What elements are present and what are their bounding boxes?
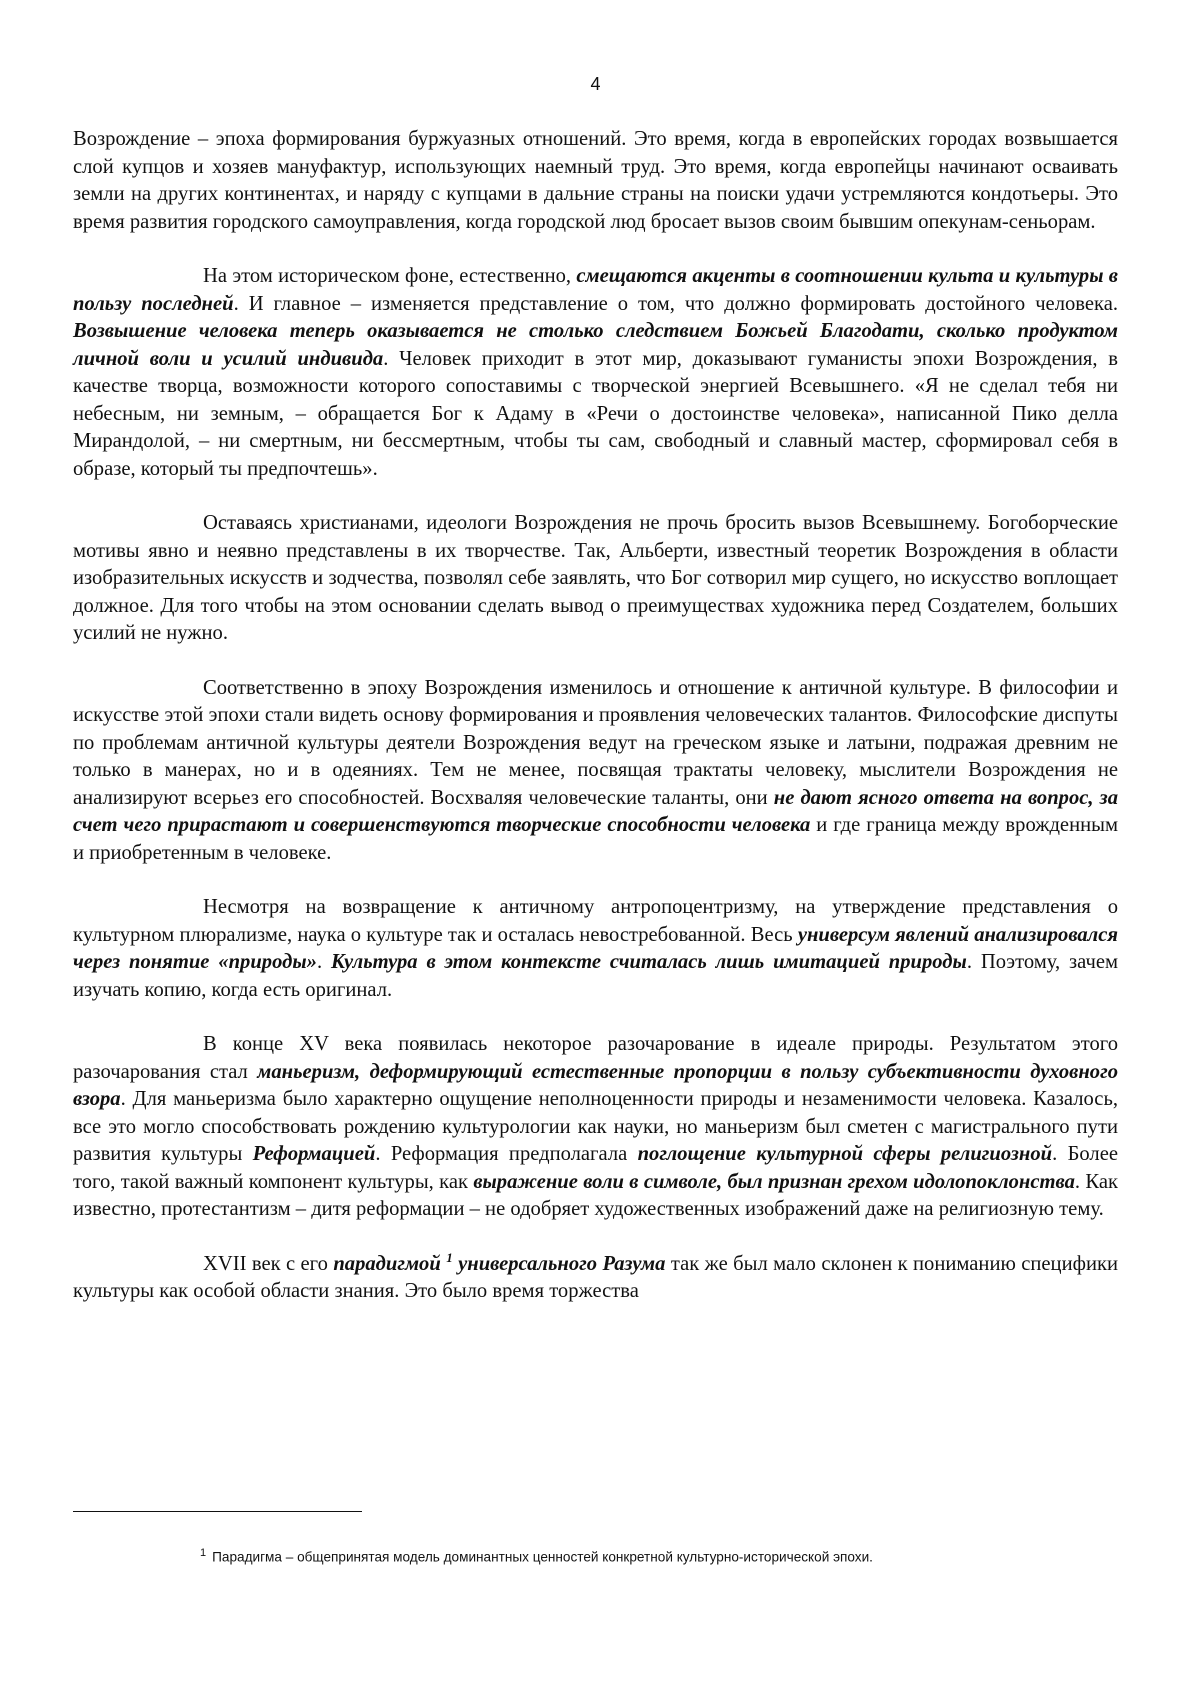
emphasis-segment: универсум явлений анализировался через понятие «природы» (73, 923, 1119, 973)
paragraph (73, 894, 1118, 1004)
footnote-divider (73, 1511, 362, 1512)
paragraph (73, 263, 1118, 483)
emphasis-segment: универсального Разума (452, 1252, 666, 1275)
text-segment: . Как известно, протестантизм – дитя реформации – не одобряет художественных изображений даже на религиозную тему. (73, 1170, 1118, 1220)
paragraph (73, 1031, 1118, 1224)
emphasis-segment: выражение воли в символе, был признан грехом идолопоклонства (473, 1170, 1075, 1193)
text-segment: В конце XV века появилась некоторое разочарование в идеале природы. Результатом этого разочарования стал (73, 1033, 1118, 1083)
emphasis-segment: не дают ясного ответа на вопрос, за счет чего прирастают и совершенствуются творческие способности человека (73, 786, 1119, 836)
emphasis-segment: Культура в этом контексте считалась лишь имитацией природы (330, 951, 967, 973)
body-text (73, 126, 1118, 1306)
text-segment: Несмотря на возвращение к античному антропоцентризму, на утверждение представления о культурном плюрализме, наука о культуре так и осталась невостребованной. Весь (73, 896, 1118, 946)
footnote-marker: 1 (200, 1547, 207, 1559)
text-segment: . (316, 951, 331, 973)
emphasis-segment: маньеризм, деформирующий естественные пропорции в пользу субъективности духовного взора (73, 1060, 1119, 1110)
footnote-text: Парадигма – общепринятая модель доминантных ценностей конкретной культурно-исторической эпохи. (212, 1549, 873, 1565)
emphasis-segment: Реформацией (252, 1143, 376, 1165)
text-segment: XVII век с его (203, 1252, 334, 1275)
footnote (200, 1544, 1100, 1567)
text-segment: . Более того, такой важный компонент культуры, как (73, 1143, 1118, 1193)
text-segment: . Поэтому, зачем изучать копию, когда есть оригинал. (73, 951, 1118, 1001)
paragraph-list (73, 126, 1118, 1224)
paragraph (73, 510, 1118, 648)
text-segment: так же был мало склонен к пониманию специфики культуры как особой области знания. Это было время торжества (73, 1252, 1118, 1302)
text-segment: Оставаясь христианами, идеологи Возрождения не прочь бросить вызов Всевышнему. Богоборческие мотивы явно и неявно представлены в их творчестве. Так, Альберти, известный теоретик Возрождения в области изобразительных искусств и зодчества, позволял себе заявлять, что Бог сотворил мир сущего, но искусство воплощает должное. Для того чтобы на этом основании сделать вывод о преимуществах художника перед Создателем, больших усилий не нужно. (73, 512, 1118, 644)
emphasis-segment: поглощение культурной сферы религиозной (637, 1143, 1053, 1165)
text-segment: . Для маньеризма было характерно ощущение неполноценности природы и незаменимости человека. Казалось, все это могло способствовать рождению культурологии как науки, но маньеризм был сметен с магистрального пути развития культуры (73, 1088, 1118, 1165)
paragraph (73, 675, 1118, 868)
paragraph-xvii-century (73, 1251, 1118, 1306)
text-segment: На этом историческом фоне, естественно, (203, 265, 577, 287)
emphasis-segment: парадигмой (333, 1252, 441, 1275)
emphasis-segment: Возвышение человека теперь оказывается не столько следствием Божьей Благодати, сколько продуктом личной воли и усилий индивида (73, 320, 1118, 370)
emphasis-segment: смещаются акценты в соотношении культа и культуры в пользу последней (73, 265, 1119, 315)
text-segment: Соответственно в эпоху Возрождения изменилось и отношение к античной культуре. В философии и искусстве этой эпохи стали видеть основу формирования и проявления человеческих талантов. Философские диспуты по проблемам античной культуры деятели Возрождения ведут на греческом языке и латыни, подражая древним не только в манерах, но и в одеяниях. Тем не менее, посвящая трактаты человеку, мыслители Возрождения не анализируют всерьез его способностей. Восхваляя человеческие таланты, они (73, 676, 1118, 809)
paragraph (73, 126, 1118, 236)
text-segment: Возрождение – эпоха формирования буржуазных отношений. Это время, когда в европейских городах возвышается слой купцов и хозяев мануфактур, использующих наемный труд. Это время, когда европейцы начинают осваивать земли на других континентах, и наряду с купцами в дальние страны на поиски удачи устремляются кондотьеры. Это время развития городского самоуправления, когда городской люд бросает вызов своим бывшим опекунам-сеньорам. (73, 128, 1118, 233)
text-segment: . И главное – изменяется представление о том, что должно формировать достойного человека. (233, 292, 1118, 315)
text-segment: и где граница между врожденным и приобретенным в человеке. (73, 814, 1118, 864)
page-number: 4 (590, 74, 601, 94)
text-segment: . Реформация предполагала (375, 1143, 638, 1165)
footnote-reference[interactable]: 1 (446, 1249, 453, 1265)
text-segment: . Человек приходит в этот мир, доказывают гуманисты эпохи Возрождения, в качестве творца, возможности которого сопоставимы с творческой энергией Всевышнего. «Я не сделал тебя ни небесным, ни земным, – обращается Бог к Адаму в «Речи о достоинстве человека», написанной Пико делла Мирандолой, – ни смертным, ни бессмертным, чтобы ты сам, свободный и славный мастер, сформировал себя в образе, который ты предпочтешь». (73, 347, 1118, 480)
